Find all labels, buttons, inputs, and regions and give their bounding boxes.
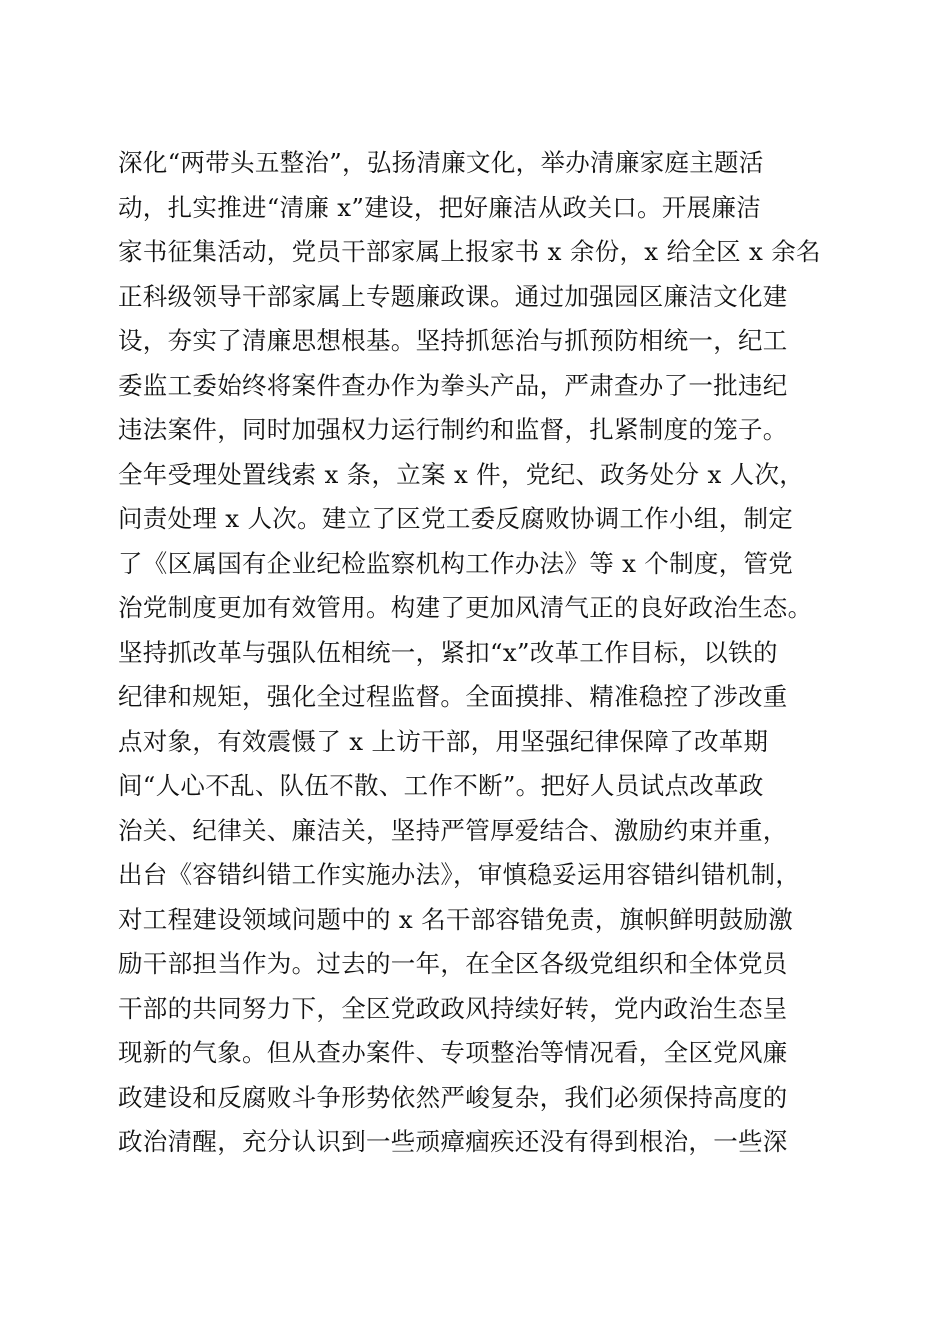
body-paragraph — [118, 141, 858, 1165]
text-line: 深化“两带头五整治”，弘扬清廉文化，举办清廉家庭主题活 — [118, 148, 764, 177]
text-line: 点对象，有效震慑了 x 上访干部，用坚强纪律保障了改革期 — [118, 726, 769, 756]
text-line: 坚持抓改革与强队伍相统一，紧扣“x”改革工作目标，以铁的 — [118, 637, 778, 667]
text-line: 委监工委始终将案件查办作为拳头产品，严肃查办了一批违纪 — [118, 370, 788, 400]
text-line: 了《区属国有企业纪检监察机构工作办法》等 x 个制度，管党 — [118, 548, 794, 578]
text-line: 政治清醒，充分认识到一些顽瘴痼疾还没有得到根治，一些深 — [118, 1127, 788, 1156]
text-line: 间“人心不乱、队伍不散、工作不断”。把好人员试点改革政 — [118, 771, 764, 800]
text-line: 全年受理处置线索 x 条，立案 x 件，党纪、政务处分 x 人次， — [118, 459, 805, 489]
text-line: 纪律和规矩，强化全过程监督。全面摸排、精准稳控了涉改重 — [118, 682, 788, 711]
text-line: 治党制度更加有效管用。构建了更加风清气正的良好政治生态。 — [118, 593, 813, 622]
text-line: 政建设和反腐败斗争形势依然严峻复杂，我们必须保持高度的 — [118, 1082, 788, 1112]
text-line: 治关、纪律关、廉洁关，坚持严管厚爱结合、激励约束并重， — [118, 815, 788, 845]
text-line: 问责处理 x 人次。建立了区党工委反腐败协调工作小组，制定 — [118, 504, 794, 533]
text-line: 现新的气象。但从查办案件、专项整治等情况看，全区党风廉 — [118, 1038, 788, 1067]
text-line: 家书征集活动，党员干部家属上报家书 x 余份，x 给全区 x 余名 — [118, 237, 821, 266]
text-line: 正科级领导干部家属上专题廉政课。通过加强园区廉洁文化建 — [118, 281, 788, 311]
text-line: 动，扎实推进“清廉 x”建设，把好廉洁从政关口。开展廉洁 — [118, 192, 762, 222]
text-line: 设，夯实了清廉思想根基。坚持抓惩治与抓预防相统一，纪工 — [118, 326, 788, 355]
text-line: 出台《容错纠错工作实施办法》，审慎稳妥运用容错纠错机制， — [118, 860, 801, 889]
text-line: 对工程建设领域问题中的 x 名干部容错免责，旗帜鲜明鼓励激 — [118, 904, 794, 934]
text-line: 励干部担当作为。过去的一年，在全区各级党组织和全体党员 — [118, 949, 788, 978]
text-line: 干部的共同努力下，全区党政政风持续好转，党内政治生态呈 — [118, 993, 788, 1023]
text-line: 违法案件，同时加强权力运行制约和监督，扎紧制度的笼子。 — [118, 415, 788, 444]
